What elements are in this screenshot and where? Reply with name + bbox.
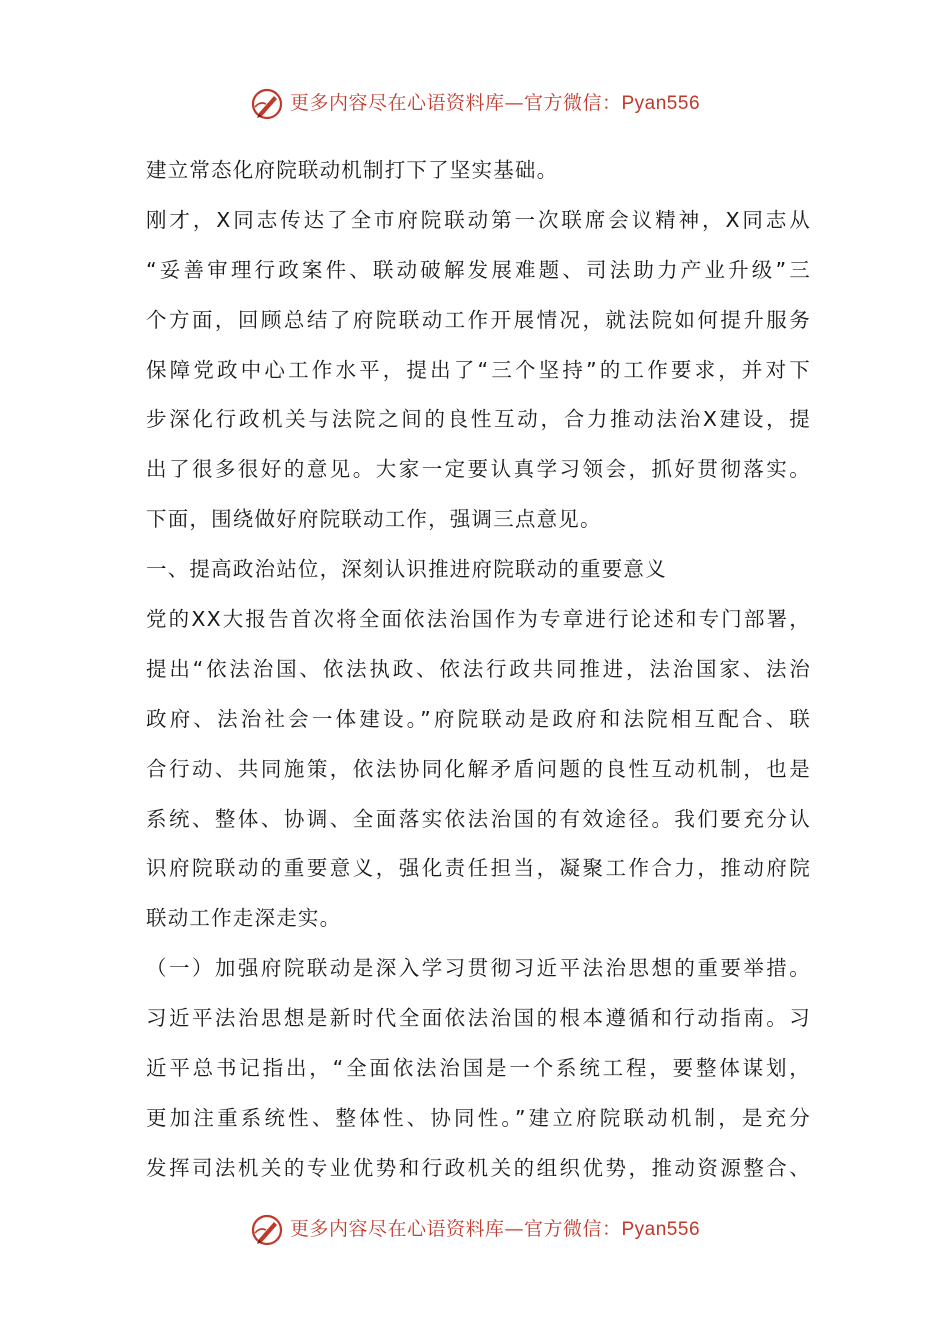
paragraph-line: 系统、整体、协调、全面落实依法治国的有效途径。我们要充分认 (146, 806, 811, 831)
footer-watermark (0, 1212, 950, 1247)
watermark-text: 更多内容尽在心语资料库—官方微信：Pyan556 (289, 92, 701, 114)
pen-logo-icon (250, 1213, 284, 1247)
paragraph-line: 建立常态化府院联动机制打下了坚实基础。 (146, 158, 559, 182)
paragraph-line: 党的XX大报告首次将全面依法治国作为专章进行论述和专门部署， (146, 607, 811, 632)
subsection-heading: （一）加强府院联动是深入学习贯彻习近平法治思想的重要举措。 (146, 956, 811, 981)
paragraph-line: 提出“依法治国、依法执政、依法行政共同推进，法治国家、法治 (146, 656, 811, 681)
paragraph-line: 近平总书记指出，“全面依法治国是一个系统工程，要整体谋划， (146, 1056, 811, 1081)
paragraph-line: 联动工作走深走实。 (146, 906, 342, 931)
paragraph-line: 习近平法治思想是新时代全面依法治国的根本遵循和行动指南。习 (146, 1006, 811, 1031)
paragraph-line: 保障党政中心工作水平，提出了“三个坚持”的工作要求，并对下 (146, 357, 811, 382)
paragraph-line: 识府院联动的重要意义，强化责任担当，凝聚工作合力，推动府院 (146, 856, 811, 881)
paragraph-line: 个方面，回顾总结了府院联动工作开展情况，就法院如何提升服务 (146, 307, 811, 332)
paragraph-line: 刚才，X同志传达了全市府院联动第一次联席会议精神，X同志从 (146, 207, 811, 232)
watermark-text: 更多内容尽在心语资料库—官方微信：Pyan556 (289, 1218, 701, 1240)
paragraph-line: 政府、法治社会一体建设。”府院联动是政府和法院相互配合、联 (146, 706, 811, 731)
document-body (146, 152, 811, 1200)
paragraph-line: 合行动、共同施策，依法协同化解矛盾问题的良性互动机制，也是 (146, 756, 811, 781)
section-heading: 一、提高政治站位，深刻认识推进府院联动的重要意义 (146, 557, 667, 582)
paragraph-line: 出了很多很好的意见。大家一定要认真学习领会，抓好贯彻落实。 (146, 457, 811, 482)
paragraph-line: 下面，围绕做好府院联动工作，强调三点意见。 (146, 507, 602, 532)
paragraph-line: 步深化行政机关与法院之间的良性互动，合力推动法治X建设，提 (146, 407, 811, 432)
header-watermark (0, 86, 950, 121)
pen-logo-icon (250, 87, 284, 121)
paragraph-line: 发挥司法机关的专业优势和行政机关的组织优势，推动资源整合、 (146, 1155, 811, 1180)
paragraph-line: 更加注重系统性、整体性、协同性。”建立府院联动机制，是充分 (146, 1105, 811, 1130)
paragraph-line: “妥善审理行政案件、联动破解发展难题、司法助力产业升级”三 (146, 257, 811, 282)
